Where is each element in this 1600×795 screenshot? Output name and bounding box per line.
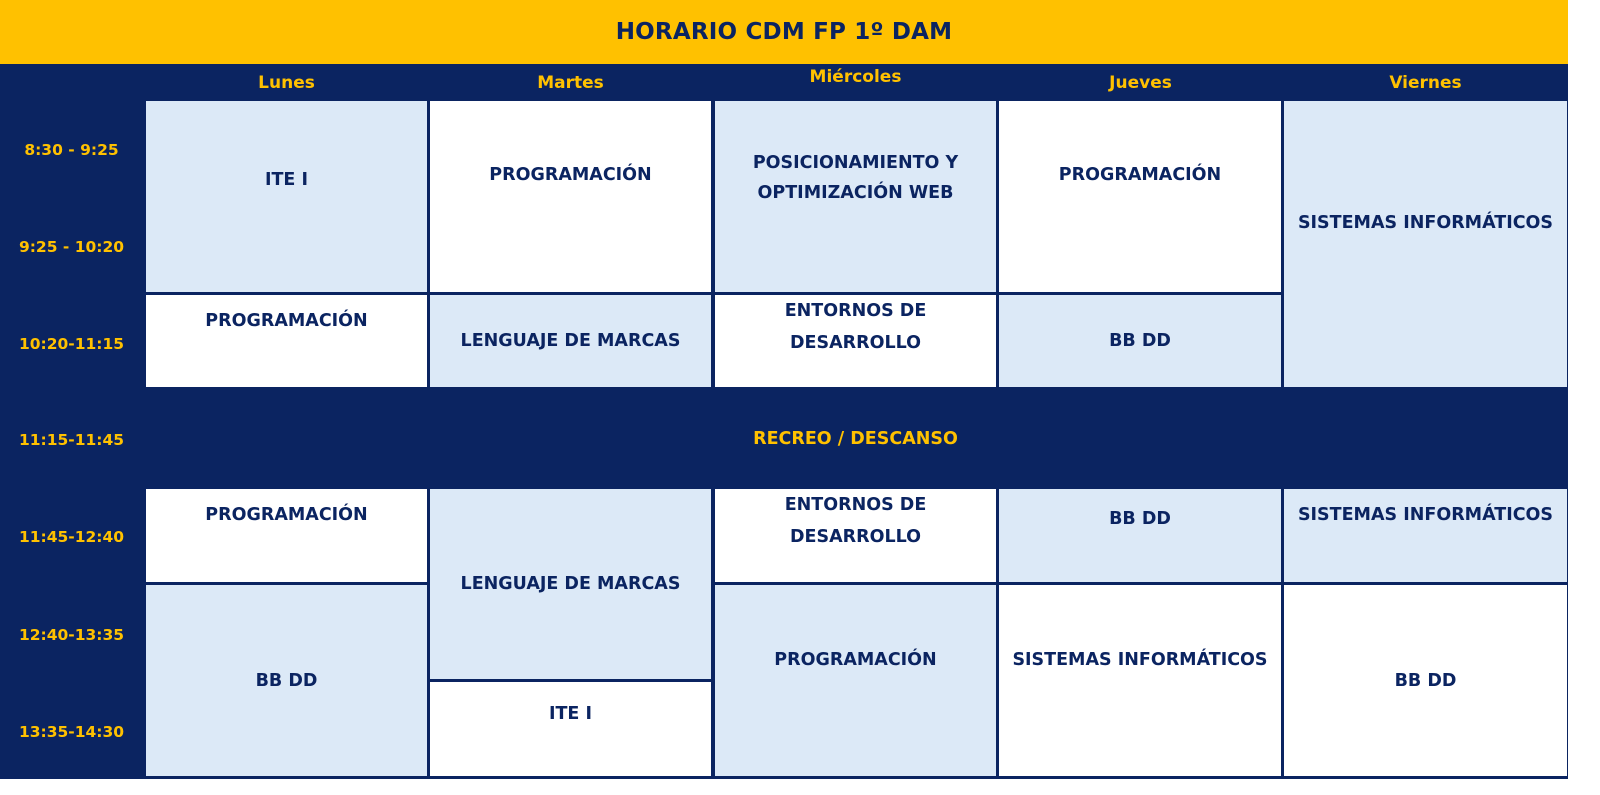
class-cell: ITE I [430,682,711,776]
time-slot-1: 8:30 - 9:25 [24,141,119,159]
class-cell: LENGUAJE DE MARCAS [430,489,711,679]
day-header-lunes: Lunes [258,72,315,93]
day-header-martes: Martes [537,72,604,93]
class-cell: BB DD [146,585,427,776]
class-cell: ITE I [146,101,427,292]
class-cell: PROGRAMACIÓN [999,101,1281,292]
class-cell: POSICIONAMIENTO Y OPTIMIZACIÓN WEB [715,101,996,292]
class-cell: SISTEMAS INFORMÁTICOS [1284,101,1567,387]
class-cell: PROGRAMACIÓN [430,101,711,292]
class-cell: BB DD [999,489,1281,582]
class-cell: ENTORNOS DE DESARROLLO [715,489,996,582]
page-title: HORARIO CDM FP 1º DAM [0,0,1568,64]
class-cell: BB DD [999,295,1281,387]
time-slot-2: 9:25 - 10:20 [18,238,125,256]
class-cell: PROGRAMACIÓN [146,295,427,387]
class-cell: SISTEMAS INFORMÁTICOS [1284,489,1567,582]
class-cell: PROGRAMACIÓN [715,585,996,776]
time-slot-6: 13:35-14:30 [18,723,125,741]
break-label: RECREO / DESCANSO [753,428,958,449]
class-cell: ENTORNOS DE DESARROLLO [715,295,996,387]
class-cell: LENGUAJE DE MARCAS [430,295,711,387]
time-slot-break: 11:15-11:45 [18,431,125,449]
day-header-viernes: Viernes [1389,72,1462,93]
class-cell: BB DD [1284,585,1567,776]
class-cell: PROGRAMACIÓN [146,489,427,582]
class-cell: SISTEMAS INFORMÁTICOS [999,585,1281,776]
day-header-miercoles: Miércoles [809,67,902,87]
time-slot-4: 11:45-12:40 [18,528,125,546]
time-slot-3: 10:20-11:15 [18,335,125,353]
time-slot-5: 12:40-13:35 [18,626,125,644]
day-header-jueves: Jueves [1109,72,1172,93]
